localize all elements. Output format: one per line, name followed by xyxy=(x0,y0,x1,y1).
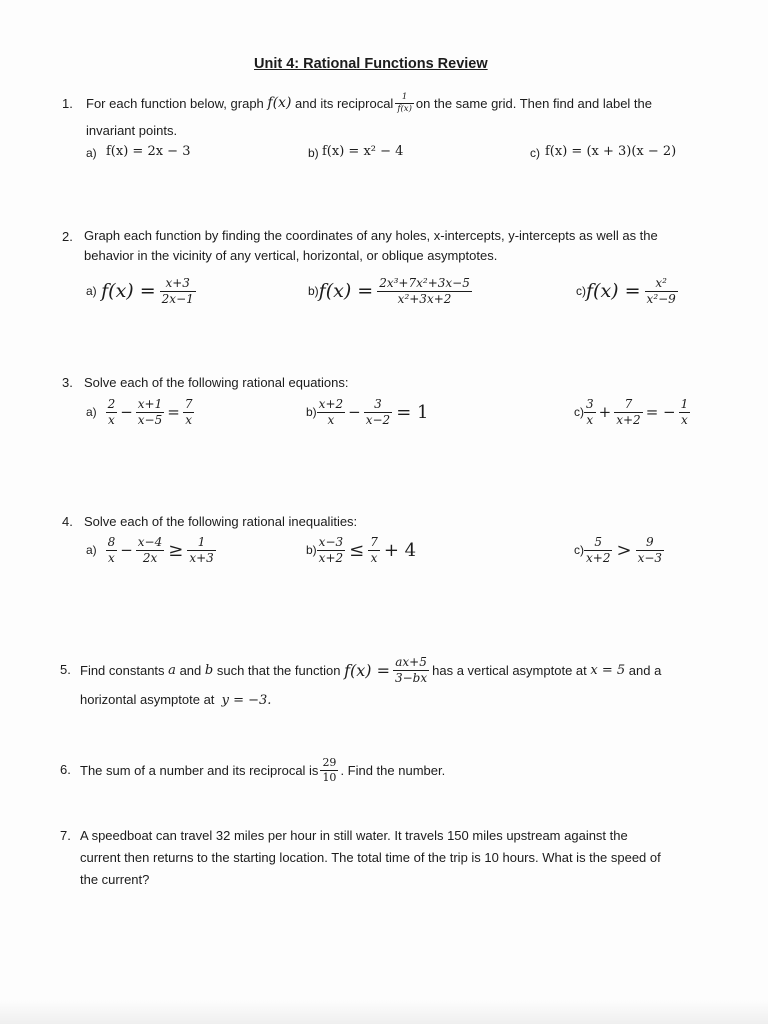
q3-a-op1: − xyxy=(120,403,133,421)
q3-b-eq: = 1 xyxy=(396,401,429,423)
q3-b-op1: − xyxy=(348,403,361,421)
q5-var-b: b xyxy=(204,662,214,678)
q3-c xyxy=(574,392,690,432)
q3-c-f1-den: x xyxy=(586,412,594,427)
q4-b xyxy=(306,530,420,570)
q3-b-f2-den: x−2 xyxy=(365,412,391,427)
q1-text-after: on the same grid. Then find and label the xyxy=(415,95,652,111)
q4-c-f1-num: 5 xyxy=(584,535,612,551)
q3-c-f2-den: x+2 xyxy=(616,412,641,427)
q2-number: 2. xyxy=(62,229,73,244)
q2-a-label: a) xyxy=(86,284,97,298)
q6-text-after: . Find the number. xyxy=(340,762,446,778)
q3-a-f1-den: x xyxy=(107,412,115,427)
q3-a-f2-den: x−5 xyxy=(137,412,163,427)
q3-c-frac2 xyxy=(614,397,642,428)
q4-a xyxy=(86,530,216,570)
q2-c-num: x² xyxy=(645,276,678,292)
q2-b-fraction xyxy=(377,276,472,307)
q3-c-eq: = − xyxy=(645,403,676,421)
q1-c-expr: f(x) = (x + 3)(x − 2) xyxy=(545,144,677,159)
q2-c xyxy=(576,270,678,312)
q6-num: 29 xyxy=(322,755,337,769)
q1-fx: f(x) xyxy=(267,95,292,111)
q7-line2: current then returns to the starting location. The total time of the trip is 10 hours. What is the speed of xyxy=(80,850,661,865)
q5-line2-text: horizontal asymptote at xyxy=(80,692,215,707)
q3-b-label: b) xyxy=(306,405,317,419)
q4-c-f2-num: 9 xyxy=(636,535,664,551)
q5-var-a: a xyxy=(168,662,176,678)
q3-c-f2-num: 7 xyxy=(614,397,642,413)
q4-a-f2-den: 2x xyxy=(142,550,158,565)
q1-line1 xyxy=(86,90,652,116)
q4-b-frac1 xyxy=(317,535,345,566)
q3-a-frac3 xyxy=(183,397,195,428)
q1-b-label: b) xyxy=(308,146,319,160)
q5-text-mid: such that the function xyxy=(216,662,341,678)
q5-number: 5. xyxy=(60,662,71,677)
q3-a-eq: = xyxy=(167,403,180,421)
q3-b-frac2 xyxy=(364,397,392,428)
q4-b-f1-den: x+2 xyxy=(318,550,344,565)
q5-line2 xyxy=(80,692,271,708)
q4-a-f3-den: x+3 xyxy=(189,550,214,565)
q1-recip-num: 1 xyxy=(395,92,414,104)
q3-a-frac2 xyxy=(136,397,164,428)
q1-number: 1. xyxy=(62,96,73,111)
q3-b-f1-num: x+2 xyxy=(318,396,344,411)
page-title: Unit 4: Rational Functions Review xyxy=(254,56,488,72)
q1-text-before: For each function below, graph xyxy=(86,95,264,111)
q3-c-label: c) xyxy=(574,405,584,419)
q7-line3: the current? xyxy=(80,872,150,887)
q1-a-expr: f(x) = 2x − 3 xyxy=(106,144,191,159)
q3-a-f3-num: 7 xyxy=(184,396,193,411)
q2-a xyxy=(86,270,196,312)
q3-c-frac1 xyxy=(584,397,596,428)
q2-line1: Graph each function by finding the coordinates of any holes, x-intercepts, y-intercepts as well as the xyxy=(84,228,658,243)
q5-horizontal-asymptote: y = −3. xyxy=(221,693,272,708)
q3-b-frac1 xyxy=(317,397,345,428)
q3-number: 3. xyxy=(62,375,73,390)
q4-text: Solve each of the following rational inequalities: xyxy=(84,514,358,529)
q2-b-den: x²+3x+2 xyxy=(397,291,452,306)
q4-a-f3-num: 1 xyxy=(187,535,215,551)
q2-c-label: c) xyxy=(576,284,586,298)
q3-a-f1-num: 2 xyxy=(107,396,116,411)
q5-line1 xyxy=(80,648,661,692)
q1-recip-den: f(x) xyxy=(397,103,412,114)
q4-a-f1-num: 8 xyxy=(107,534,116,549)
q1-line2: invariant points. xyxy=(86,123,178,138)
q2-c-fraction xyxy=(645,276,678,307)
q4-b-f2-num: 7 xyxy=(370,534,378,549)
q2-c-den: x²−9 xyxy=(646,291,676,306)
q6-fraction xyxy=(320,756,338,785)
q4-c-frac2 xyxy=(636,535,664,566)
q6-number: 6. xyxy=(60,762,71,777)
q6-den: 10 xyxy=(322,770,337,784)
q4-b-label: b) xyxy=(306,543,317,557)
q3-c-frac3 xyxy=(679,397,691,428)
q6-text-before: The sum of a number and its reciprocal is xyxy=(80,762,319,778)
q3-a xyxy=(86,392,194,432)
q4-a-frac2 xyxy=(136,535,164,566)
q4-a-op1: − xyxy=(120,541,133,559)
q4-c-label: c) xyxy=(574,543,584,557)
q4-b-rel: ≤ xyxy=(349,539,365,561)
q4-c-rel: > xyxy=(616,539,632,561)
q3-a-f2-num: x+1 xyxy=(137,396,163,411)
q2-line2: behavior in the vicinity of any vertical, horizontal, or oblique asymptotes. xyxy=(84,248,498,263)
q5-lhs: f(x) = xyxy=(344,660,390,680)
page-bottom-edge xyxy=(0,1000,768,1024)
q2-a-den: 2x−1 xyxy=(161,291,194,306)
q3-b-f2-num: 3 xyxy=(364,397,392,413)
q5-text-before: Find constants xyxy=(80,662,165,678)
q7-line1: A speedboat can travel 32 miles per hour in still water. It travels 150 miles upstream against the xyxy=(80,828,628,843)
q4-b-frac2 xyxy=(368,535,380,566)
q1-text-mid: and its reciprocal xyxy=(295,95,394,111)
q4-number: 4. xyxy=(62,514,73,529)
q4-c-f1-den: x+2 xyxy=(586,550,611,565)
q1-reciprocal-fraction xyxy=(395,92,414,114)
q4-b-f1-num: x−3 xyxy=(318,534,344,549)
q4-a-rel: ≥ xyxy=(168,539,184,561)
q7-number: 7. xyxy=(60,828,71,843)
q3-b xyxy=(306,392,432,432)
q3-a-label: a) xyxy=(86,405,97,419)
q4-c-f2-den: x−3 xyxy=(637,550,663,565)
q4-c xyxy=(574,530,664,570)
q1-c-label: c) xyxy=(530,146,540,160)
q2-b xyxy=(308,270,472,312)
q2-b-lhs: f(x) = xyxy=(318,280,374,302)
q5-fraction xyxy=(393,655,429,686)
q4-a-f1-den: x xyxy=(107,550,115,565)
q2-b-num: 2x³+7x²+3x−5 xyxy=(379,275,470,290)
q4-a-label: a) xyxy=(86,543,97,557)
q4-a-f2-num: x−4 xyxy=(137,534,163,549)
q4-b-tail: + 4 xyxy=(383,539,417,561)
q1-b-expr: f(x) = x² − 4 xyxy=(322,144,404,159)
q4-a-frac1 xyxy=(106,535,118,566)
q1-a-label: a) xyxy=(86,146,97,160)
q5-vertical-asymptote: x = 5 xyxy=(590,662,626,678)
q2-a-fraction xyxy=(160,276,196,307)
q5-and: and xyxy=(179,662,202,678)
q3-a-f3-den: x xyxy=(185,412,193,427)
q2-a-num: x+3 xyxy=(160,276,196,292)
q3-text: Solve each of the following rational equations: xyxy=(84,375,349,390)
q2-b-label: b) xyxy=(308,284,319,298)
q3-b-f1-den: x xyxy=(327,412,335,427)
q3-a-frac1 xyxy=(106,397,118,428)
q3-c-op1: + xyxy=(598,403,612,421)
q5-num: ax+5 xyxy=(393,655,429,671)
q3-c-f3-den: x xyxy=(681,412,688,427)
q2-c-lhs: f(x) = xyxy=(586,280,641,302)
q5-text-after: has a vertical asymptote at xyxy=(432,662,587,678)
q5-and-a: and a xyxy=(628,662,662,678)
q4-b-f2-den: x xyxy=(370,550,378,565)
q6-line xyxy=(80,750,445,790)
q4-c-frac1 xyxy=(584,535,612,566)
q4-a-frac3 xyxy=(187,535,215,566)
q3-c-f1-num: 3 xyxy=(586,396,594,411)
q5-den: 3−bx xyxy=(394,670,428,685)
q3-c-f3-num: 1 xyxy=(680,396,689,411)
q2-a-lhs: f(x) = xyxy=(101,280,156,302)
